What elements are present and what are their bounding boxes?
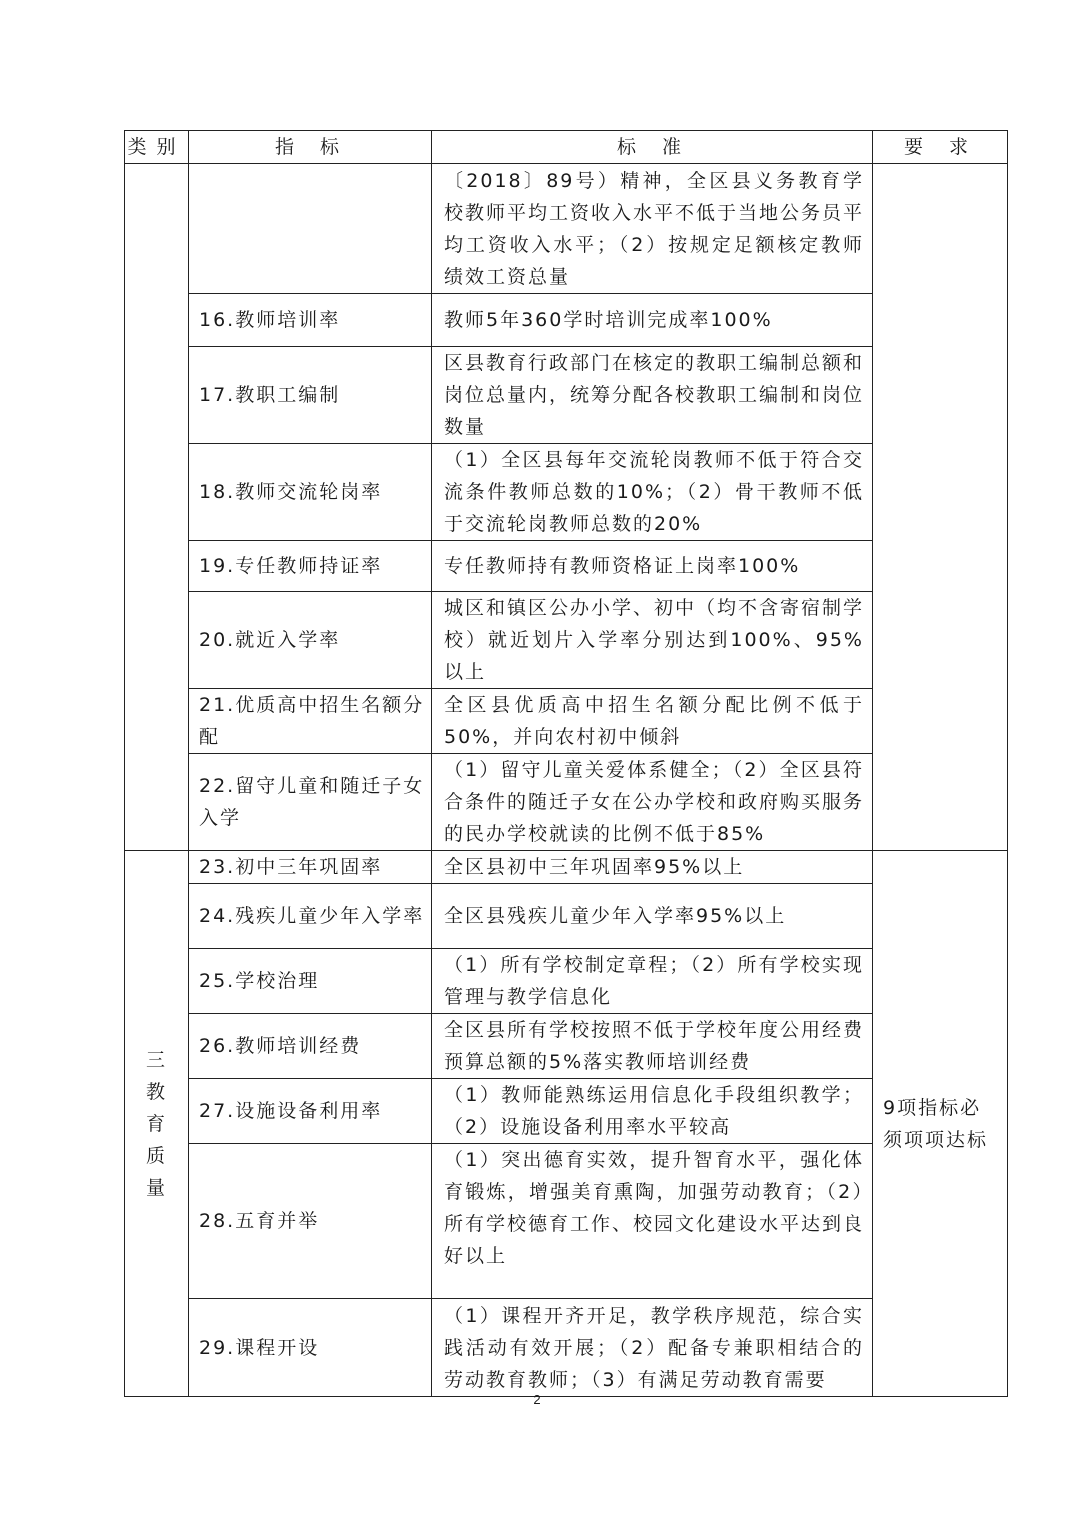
standard-cell: 区县教育行政部门在核定的教职工编制总额和岗位总量内，统筹分配各校教职工编制和岗位数量	[432, 347, 873, 444]
standard-cell: 〔2018〕89号）精神，全区县义务教育学校教师平均工资收入水平不低于当地公务员平均工资收入水平；（2）按规定足额核定教师绩效工资总量	[432, 164, 873, 294]
table-row	[125, 851, 1008, 884]
requirement-cell: 9项指标必须项项达标	[873, 851, 1008, 1397]
header-category: 类别	[125, 131, 189, 164]
category-cell-empty	[125, 164, 189, 851]
standard-cell: 教师5年360学时培训完成率100%	[432, 294, 873, 347]
indicator-cell: 17.教职工编制	[189, 347, 432, 444]
table-row	[125, 164, 1008, 294]
standard-cell: 全区县优质高中招生名额分配比例不低于50%，并向农村初中倾斜	[432, 689, 873, 754]
standard-cell: （1）教师能熟练运用信息化手段组织教学；（2）设施设备利用率水平较高	[432, 1079, 873, 1144]
standard-cell: （1）所有学校制定章程；（2）所有学校实现管理与教学信息化	[432, 949, 873, 1014]
standard-cell: （1）全区县每年交流轮岗教师不低于符合交流条件教师总数的10%；（2）骨干教师不低于交流轮岗教师总数的20%	[432, 444, 873, 541]
indicator-cell: 16.教师培训率	[189, 294, 432, 347]
requirement-cell-empty	[873, 164, 1008, 851]
indicator-cell: 24.残疾儿童少年入学率	[189, 884, 432, 949]
indicator-cell: 27.设施设备利用率	[189, 1079, 432, 1144]
indicator-cell: 26.教师培训经费	[189, 1014, 432, 1079]
standard-cell: 城区和镇区公办小学、初中（均不含寄宿制学校）就近划片入学率分别达到100%、95%以上	[432, 592, 873, 689]
indicator-cell: 20.就近入学率	[189, 592, 432, 689]
standard-cell: 全区县残疾儿童少年入学率95%以上	[432, 884, 873, 949]
indicator-cell	[189, 164, 432, 294]
indicator-cell: 18.教师交流轮岗率	[189, 444, 432, 541]
standard-cell: （1）课程开齐开足，教学秩序规范，综合实践活动有效开展；（2）配备专兼职相结合的劳动教育教师；（3）有满足劳动教育需要	[432, 1299, 873, 1397]
standard-cell: （1）突出德育实效，提升智育水平，强化体育锻炼，增强美育熏陶，加强劳动教育；（2）所有学校德育工作、校园文化建设水平达到良好以上	[432, 1144, 873, 1299]
standard-cell: 全区县所有学校按照不低于学校年度公用经费预算总额的5%落实教师培训经费	[432, 1014, 873, 1079]
page-number: 2	[533, 1392, 541, 1407]
category-cell	[125, 851, 189, 1397]
indicator-cell: 21.优质高中招生名额分配	[189, 689, 432, 754]
indicator-cell: 28.五育并举	[189, 1144, 432, 1299]
standard-cell: 全区县初中三年巩固率95%以上	[432, 851, 873, 884]
indicator-cell: 25.学校治理	[189, 949, 432, 1014]
indicator-cell: 22.留守儿童和随迁子女入学	[189, 754, 432, 851]
category-number: 三	[145, 1048, 167, 1071]
standard-cell: 专任教师持有教师资格证上岗率100%	[432, 541, 873, 592]
standards-table	[124, 130, 1008, 1397]
header-standard: 标 准	[432, 131, 873, 164]
indicator-cell: 29.课程开设	[189, 1299, 432, 1397]
indicator-cell: 19.专任教师持证率	[189, 541, 432, 592]
standard-cell: （1）留守儿童关爱体系健全；（2）全区县符合条件的随迁子女在公办学校和政府购买服务的民办学校就读的比例不低于85%	[432, 754, 873, 851]
header-requirement: 要 求	[873, 131, 1008, 164]
indicator-cell: 23.初中三年巩固率	[189, 851, 432, 884]
category-name: 教育质量	[145, 1080, 167, 1199]
table-header-row	[125, 131, 1008, 164]
header-indicator: 指 标	[189, 131, 432, 164]
